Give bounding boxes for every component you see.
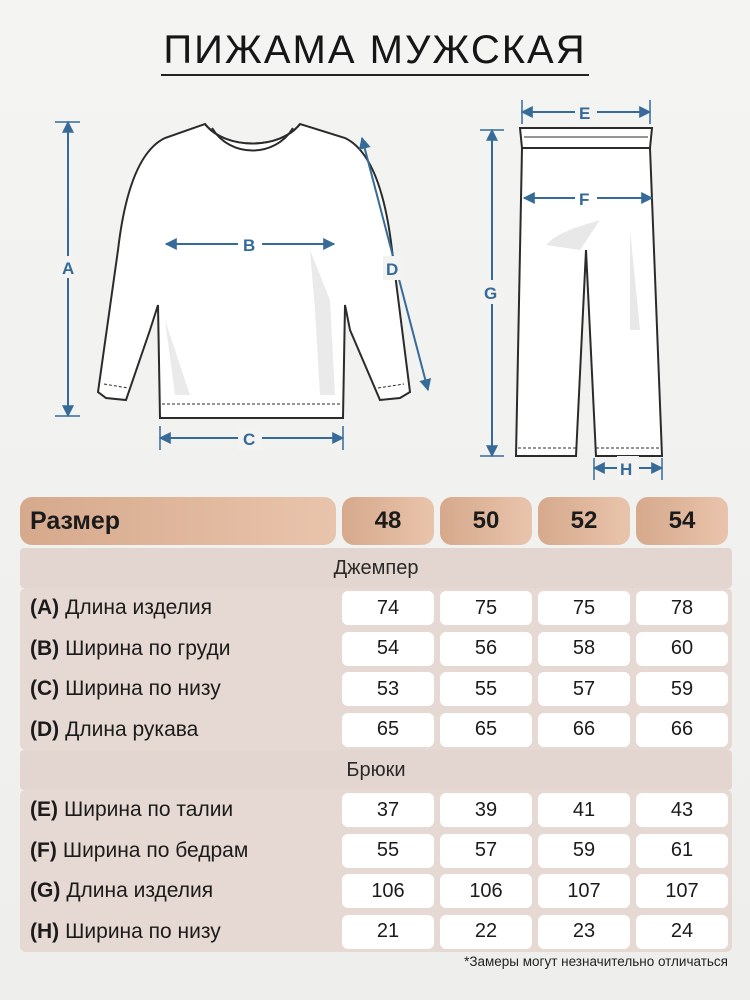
row-label: Длина изделия xyxy=(66,879,214,903)
table-cell: 22 xyxy=(440,915,532,949)
table-cell: 21 xyxy=(342,915,434,949)
pants-drawing xyxy=(516,128,662,456)
table-cell: 106 xyxy=(440,874,532,908)
row-code: (F) xyxy=(30,838,57,862)
table-row xyxy=(20,629,732,670)
table-cell: 57 xyxy=(538,672,630,706)
dim-c-label: C xyxy=(243,430,256,449)
table-cell: 41 xyxy=(538,793,630,827)
row-code: (E) xyxy=(30,798,58,822)
size-header-cell: 48 xyxy=(342,497,434,545)
row-label: Длина изделия xyxy=(65,596,212,620)
table-cell: 54 xyxy=(342,632,434,666)
table-row xyxy=(20,588,732,629)
table-cell: 55 xyxy=(440,672,532,706)
table-cell: 56 xyxy=(440,632,532,666)
table-cell: 43 xyxy=(636,793,728,827)
table-cell: 61 xyxy=(636,834,728,868)
dim-f-label: F xyxy=(579,190,590,209)
table-cell: 59 xyxy=(636,672,728,706)
row-label: Длина рукава xyxy=(65,717,199,741)
pants-rows xyxy=(20,790,732,952)
table-cell: 53 xyxy=(342,672,434,706)
table-cell: 75 xyxy=(538,591,630,625)
page-title-text: ПИЖАМА МУЖСКАЯ xyxy=(161,28,588,76)
row-label: Ширина по груди xyxy=(65,636,231,660)
row-label: Ширина по низу xyxy=(65,677,221,701)
dim-e-label: E xyxy=(579,104,591,123)
table-cell: 59 xyxy=(538,834,630,868)
table-cell: 60 xyxy=(636,632,728,666)
table-cell: 24 xyxy=(636,915,728,949)
table-row xyxy=(20,710,732,751)
table-cell: 37 xyxy=(342,793,434,827)
jumper-drawing xyxy=(98,124,410,418)
table-cell: 65 xyxy=(342,713,434,747)
dim-g-label: G xyxy=(484,284,498,303)
table-cell: 107 xyxy=(636,874,728,908)
footnote: *Замеры могут незначительно отличаться xyxy=(464,954,728,969)
table-cell: 107 xyxy=(538,874,630,908)
table-cell: 66 xyxy=(636,713,728,747)
table-cell: 57 xyxy=(440,834,532,868)
size-header-row xyxy=(20,494,732,548)
table-cell: 23 xyxy=(538,915,630,949)
table-row xyxy=(20,871,732,912)
table-cell: 58 xyxy=(538,632,630,666)
row-code: (D) xyxy=(30,717,60,741)
section-title-jumper: Джемпер xyxy=(20,548,732,588)
dim-b-label: B xyxy=(243,236,256,255)
size-header-label: Размер xyxy=(20,497,336,545)
table-row xyxy=(20,669,732,710)
garment-diagram xyxy=(0,0,750,490)
table-cell: 74 xyxy=(342,591,434,625)
row-label: Ширина по низу xyxy=(65,919,221,943)
row-label: Ширина по бедрам xyxy=(62,838,249,862)
table-cell: 66 xyxy=(538,713,630,747)
table-row xyxy=(20,912,732,953)
row-code: (G) xyxy=(30,879,61,903)
table-cell: 39 xyxy=(440,793,532,827)
table-cell: 65 xyxy=(440,713,532,747)
dim-a-label: A xyxy=(62,259,75,278)
row-code: (A) xyxy=(30,596,60,620)
dim-h-label: H xyxy=(620,460,633,479)
size-header-cell: 50 xyxy=(440,497,532,545)
dim-d-label: D xyxy=(386,260,399,279)
section-title-pants: Брюки xyxy=(20,750,732,790)
table-cell: 75 xyxy=(440,591,532,625)
row-code: (C) xyxy=(30,677,60,701)
row-code: (B) xyxy=(30,636,60,660)
table-cell: 55 xyxy=(342,834,434,868)
size-header-cell: 52 xyxy=(538,497,630,545)
table-cell: 106 xyxy=(342,874,434,908)
jumper-rows xyxy=(20,588,732,750)
table-row xyxy=(20,790,732,831)
table-cell: 78 xyxy=(636,591,728,625)
table-row xyxy=(20,831,732,872)
row-label: Ширина по талии xyxy=(64,798,234,822)
size-header-cell: 54 xyxy=(636,497,728,545)
size-table xyxy=(20,494,732,952)
row-code: (H) xyxy=(30,919,60,943)
